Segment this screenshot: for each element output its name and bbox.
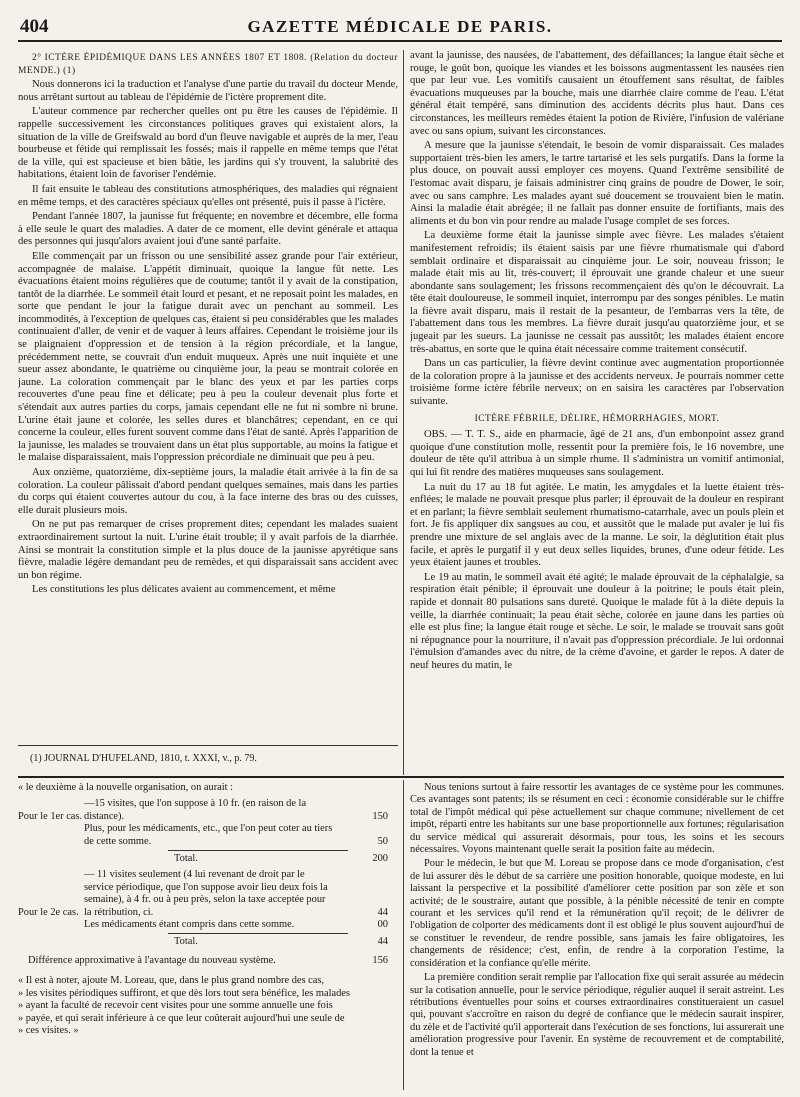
quote-line: » payée, et qui serait inférieure à ce que leur coûterait aujourd'hui une seule de bbox=[18, 1012, 345, 1024]
case2-visits: — 11 visites seulement (4 lui revenant de droit par le service périodique, que l'on suppose avoir lieu deux fois la semaine), à 4 fr. ou à peu près, selon la taxe acceptée pour la rétribution, ci. bbox=[84, 869, 328, 918]
table-row bbox=[18, 798, 400, 823]
section-heading: 2° ICTÈRE ÉPIDÉMIQUE DANS LES ANNÉES 1807 ET 1808. (Relation du docteur MENDE.) (1) bbox=[18, 53, 398, 76]
sum-rule bbox=[168, 933, 348, 934]
quote-line: « Il est à noter, ajoute M. Loreau, que, dans le plus grand nombre des cas, bbox=[18, 975, 325, 987]
table-row bbox=[18, 853, 400, 865]
paragraph: Dans un cas particulier, la fièvre devint continue avec augmentation proportionnée de la coloration propre à la jaunisse et des accidents nerveux. Je pourrais nommer cette troisième forme ictère fébrile nerveux; on en saisira les caractères par l'observation suivante. bbox=[410, 358, 784, 408]
case2-meds-value: 00 bbox=[377, 919, 388, 931]
case1-meds-value: 50 bbox=[377, 835, 388, 847]
cost-comparison-table bbox=[18, 782, 400, 1037]
case2-meds: Les médicaments étant compris dans cette somme. bbox=[84, 919, 295, 931]
paragraph: Il fait ensuite le tableau des constitutions atmosphériques, des maladies qui régnaient en même temps, et des caractères spéciaux qu'elles ont présenté, puis il passe à l'ictère. bbox=[18, 183, 398, 208]
case1-label: Pour le 1er cas. bbox=[18, 810, 83, 822]
paragraph: avant la jaunisse, des nausées, de l'abattement, des défaillances; la langue était sèche et rouge, le goût bon, quoique les viandes et les boissons augmentassent les nausées rien que par leur vue. Les vomitifs causaient un étouffement sans résultat, de faibles évacuations muqueuses par la bouche, mais une diarrhée claire comme de l'eau. L'état général était tempéré, sans diminution des accidents décrits plus haut. Dans ces circonstances, les meilleurs remèdes étaient la potion de Rivière, l'infusion de valériane avec ou sans opium, suivant les circonstances. bbox=[410, 50, 784, 137]
lower-right-column bbox=[410, 782, 784, 1092]
difference-value: 156 bbox=[372, 954, 388, 966]
case2-label: Pour le 2e cas. bbox=[18, 906, 79, 918]
paragraph: Pendant l'année 1807, la jaunisse fut fréquente; en novembre et décembre, elle forma à elle seule le quart des maladies. A dater de ce moment, elle devint générale et attaqua des personnes qui jusqu'alors avaient joui d'une santé parfaite. bbox=[18, 211, 398, 248]
quote-line: » ces visites. » bbox=[18, 1024, 79, 1036]
sum-rule bbox=[168, 850, 348, 851]
table-row bbox=[18, 919, 400, 931]
table-intro: « le deuxième à la nouvelle organisation, on aurait : bbox=[18, 782, 234, 793]
journal-title: GAZETTE MÉDICALE DE PARIS. bbox=[247, 17, 553, 36]
case1-total-label: Total. bbox=[174, 853, 198, 865]
column-divider bbox=[403, 50, 404, 775]
footnote-rule bbox=[18, 745, 398, 746]
case1-total-value: 200 bbox=[372, 853, 388, 865]
paragraph: Pour le médecin, le but que M. Loreau se propose dans ce mode d'organisation, c'est de lui assurer dès le début de sa carrière une position honorable, quoique modeste, en lui laissant la perspective et la possibilité d'améliorer cette position par son zèle et son activité; de le soustraire, autant que possible, à la pénible nécessité de tenir en compte courant et les services qu'il rend et la rémunération qu'il reçoit; de le délivrer de l'obligation de colporter des médicaments dont il est obligé le plus souvent aujourd'hui de se constituer le revendeur, de rendre possible, sans jamais les faire obligatoires, les changements de résidence; c'est, enfin, de rendre à la corporation l'estime, la considération et la confiance qu'elle mérite. bbox=[410, 858, 784, 969]
paragraph: OBS. — T. T. S., aide en pharmacie, âgé de 21 ans, d'un embonpoint assez grand quoique d'une constitution molle, ressentit pour la première fois, le 16 novembre, une douleur de tête qu'il attribua à un simple rhume. Il s'administra un vomitif antimonial, qui lui fit rendre des matières muqueuses sans soulagement. bbox=[410, 429, 784, 478]
case1-meds: Plus, pour les médicaments, etc., que l'on peut coter au tiers de cette somme. bbox=[84, 823, 333, 847]
paragraph: Le 19 au matin, le sommeil avait été agité; le malade éprouvait de la céphalalgie, sa respiration était pénible; il éprouvait une douleur à la poitrine; le pouls était plein, rapide et donnait 80 pulsations sans dureté. Quoique le malade fût à la diète depuis la veille, la diarrhée continuait; la peau était sèche, colorée en jaune dans les parties où elle est plus fine; la langue était rouge et sèche. Le soir, le malade se trouvait sans goût ni répugnance pour la nourriture, il n'avait pas d'oppression précordiale. Je lui ordonnai l'émulsion d'amandes avec du nitre, de la crème d'avoine, et garder le repos. A dater de neuf heures du matin, le bbox=[410, 571, 784, 671]
case2-total-label: Total. bbox=[174, 936, 198, 948]
paragraph: La nuit du 17 au 18 fut agitée. Le matin, les amygdales et la luette étaient très-enflées; le malade ne pouvait presque plus parler; il éprouvait de la douleur en respirant et en parlant; la fièvre semblait seulement rhumatismo-catarrhale, avec un pouls plein et fort. Je fis appliquer dix sangsues au cou, et aussitôt que le malade put avaler je lui fis prendre une mixture de sel anglais avec de la manne. Le soir, la déglutition était plus facile, et après le purgatif il y eut deux selles liquides, brunes, d'une odeur fétide. Les yeux étaient jaunes et troubles. bbox=[410, 481, 784, 569]
table-row bbox=[18, 823, 400, 848]
case2-total-value: 44 bbox=[377, 936, 388, 948]
paragraph: La deuxième forme était la jaunisse simple avec fièvre. Les malades s'étaient manifestement refroidis; ils étaient saisis par une fièvre rhumatismale qui d'abord semblait ordinaire et disparaissait au cinquième jour. Le soir, nouveau frisson; le malade était mis au lit, très-couvert; il éprouvait une grande chaleur et une sueur abondante sans soulagement; les frissons recommençaient dès qu'on le découvrait. La tête était douloureuse, le sommeil inquiet, interrompu par des songes pénibles. Le matin la fièvre avait disparu, mais il restait de la pesanteur, de l'embarras vers la tête, de l'abattement dans tous les membres. La fièvre durait jusqu'au quatorzième jour, et se jugeait par les sueurs. La jaunisse ne cessait pas aussitôt; les malades étaient encore très-abattus, en sorte que le quina était nécessaire comme traitement consécutif. bbox=[410, 230, 784, 355]
page-number: 404 bbox=[20, 16, 49, 37]
section-rule bbox=[18, 776, 784, 778]
footnote: (1) JOURNAL D'HUFELAND, 1810, t. XXXI, v., p. 79. bbox=[30, 753, 257, 764]
case-heading: ICTÈRE FÉBRILE, DÉLIRE, HÉMORRHAGIES, MORT. bbox=[474, 413, 720, 424]
case2-visits-value: 44 bbox=[377, 906, 388, 918]
page-header bbox=[18, 14, 782, 42]
paragraph: Aux onzième, quatorzième, dix-septième jours, la maladie était arrivée à la fin de sa coloration. La couleur pâlissait d'abord pendant quelques semaines, mais dans les parties du corps qui étaient couvertes autour du cou, à la face interne des bras ou des cuisses, elle durait plusieurs mois. bbox=[18, 467, 398, 516]
left-column bbox=[18, 52, 398, 742]
table-row bbox=[18, 869, 400, 919]
table-row bbox=[18, 955, 400, 967]
difference-label: Différence approximative à l'avantage du nouveau système. bbox=[28, 954, 276, 966]
right-column bbox=[410, 50, 784, 772]
table-row bbox=[18, 936, 400, 948]
quote-line: » ayant la faculté de recevoir cent visites pour une somme annuelle une fois bbox=[18, 1000, 333, 1012]
paragraph: A mesure que la jaunisse s'étendait, le besoin de vomir disparaissait. Ces malades supportaient très-bien les amers, le tartre tartarisé et les sels purgatifs. Dans la forme la plus douce, on pouvait aussi employer ces moyens. Quand l'extrême sensibilité de l'estomac avait disparu, je faisais administrer cinq grains de poudre de Dower, le soir, avec ou sans camphre. Les malades ayant sué doucement se trouvaient bien le matin. Ainsi la maladie était abrégée; il ne fallait pas donner ensuite de fortifiants, mais des aliments et du bon vin pour rendre au malade l'usage complet de ses forces. bbox=[410, 140, 784, 227]
paragraph: On ne put pas remarquer de crises proprement dites; cependant les malades suaient extraordinairement surtout la nuit. L'urine était trouble; il y avait parfois de la diarrhée. Ainsi se montrait la constitution simple et la plus douce de la jaunisse apyrétique sans fièvre, maladie légère demandant peu de remèdes, et qui disparaissait sans accident avec un bon régime. bbox=[18, 519, 398, 581]
column-divider bbox=[403, 780, 404, 1090]
paragraph: Nous tenions surtout à faire ressortir les avantages de ce système pour les communes. Ces avantages sont patents; ils se résument en ceci : économie considérable sur le chiffre total de l'impôt médical qui pèse actuellement sur chaque commune; nivellement de cet impôt, réparti entre les habitants sur une base proportionnelle aux fortunes; régularisation du service médical qui assurerait désormais, pour tous, les soins et les secours nécessaires. Voyons maintenant quelle serait la position faite au médecin. bbox=[410, 782, 784, 856]
case1-visits: —15 visites, que l'on suppose à 10 fr. (en raison de la distance). bbox=[84, 798, 307, 822]
paragraph: Nous donnerons ici la traduction et l'analyse d'une partie du travail du docteur Mende, nous arrêtant surtout au tableau de l'épidémie de l'ictère proprement dite. bbox=[18, 79, 398, 103]
paragraph: L'auteur commence par rechercher quelles ont pu être les causes de l'épidémie. Il rappelle successivement les circonstances politiques graves qui existaient alors, la situation de la ville de Greifswald au bord d'un fleuve navigable et auprès de la mer, l'eau bourbeuse et fétide qui remplissait les fossés; mais il rappelle en même temps que l'état de la ville, qui est spacieuse et bien bâtie, les jardins qui s'y trouvent, la salubrité des habitations, étaient loin de favoriser l'endémie. bbox=[18, 106, 398, 181]
loreau-quote bbox=[18, 975, 400, 1037]
paragraph: La première condition serait remplie par l'allocation fixe qui serait assurée au médecin sur la cotisation annuelle, pour le service périodique, régulier auquel il serait astreint. Les rétributions éventuelles pour soins et courses extraordinaires constitueraient un casuel qui, pouvant s'accroître en raison du degré de confiance que le médecin saurait inspirer, du zèle et de l'activité qu'il apporterait dans l'exécution de ses fonctions, lui assurerait une amélioration progressive pour l'avenir. En système de recouvrement et de comptabilité, dont la tenue et bbox=[410, 972, 784, 1058]
paragraph: Les constitutions les plus délicates avaient au commencement, et même bbox=[32, 584, 336, 596]
quote-line: » les visites périodiques suffiront, et que dès lors tout sera bénéfice, les malades bbox=[18, 987, 350, 999]
paragraph: Elle commençait par un frisson ou une sensibilité assez grande pour l'air extérieur, accompagnée de malaise. L'appétit diminuait, quoique la langue fût nette. Les évacuations étaient moins régulières que de coutume; tantôt il y avait de la constipation, tantôt de la diarrhée. Le sommeil était lourd et pesant, et ne reposait point les malades, en sorte que pendant le jour la fatigue durait avec un penchant au sommeil. Les incommodités, à l'exception de quelques cas, étaient si peu considérables que les malades continuaient d'aller, de venir et de vaquer à leurs affaires. Cependant le troisième jour ils se plaignaient d'oppression et de tension à la région précordiale, et la langue, précédemment nette, se couvrait d'un enduit muqueux. Après une nuit inquiète et une sueur assez abondante, le quatrième ou cinquième jour, la peau se montrait colorée en jaune. La coloration commençait par le blanc des yeux et par les parties corps recouvertes d'une peau fine et délicate; peu à peu la couleur devenait plus forte et s'étendait aux autres parties du corps, jamais cependant elle ne fut ni sombre ni brune. L'urine était jaune et colorée, les selles dures et blanchâtres; cependant, en ce qui concerne la couleur, elles furent souvent comme dans l'état de santé. Après l'apparition de la jaunisse, les malades se trouvaient dans un état plus supportable, au moins la fatigue et le malaise disparaissaient, mais l'oppression précordiale ne diminuait que peu à peu. bbox=[18, 250, 398, 464]
case1-visits-value: 150 bbox=[372, 810, 388, 822]
